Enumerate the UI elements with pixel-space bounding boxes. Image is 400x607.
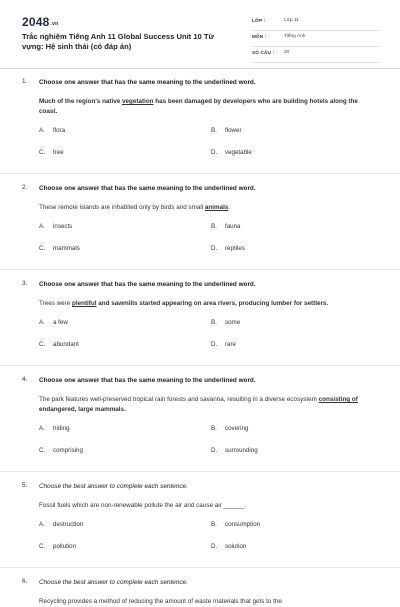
option-letter: B.	[211, 319, 217, 326]
document-meta	[252, 15, 380, 63]
meta-row-subject	[252, 31, 380, 47]
option-text: tree	[53, 149, 64, 156]
option-letter: D.	[211, 245, 218, 252]
option-letter: D.	[211, 543, 218, 550]
question-text	[39, 97, 374, 117]
option-d[interactable]	[211, 543, 246, 550]
option-c[interactable]	[39, 543, 76, 550]
meta-label: MÔN :	[252, 34, 267, 39]
option-text: consumption	[225, 521, 261, 528]
option-c[interactable]	[39, 341, 79, 348]
option-text: flower	[225, 127, 242, 134]
meta-row-count	[252, 47, 380, 63]
text-part: endangered, large mammals.	[39, 406, 126, 413]
option-text: surrounding	[225, 447, 258, 454]
question-separator	[0, 471, 400, 472]
option-letter: B.	[211, 521, 217, 528]
option-text: rare	[225, 341, 237, 348]
document-title: Trắc nghiệm Tiếng Anh 11 Global Success Unit 10 Từ vựng: Hệ sinh thái (có đáp án)	[22, 32, 215, 51]
option-letter: B.	[211, 127, 217, 134]
option-letter: A.	[39, 319, 45, 326]
text-part: and sawmills started appearing on area rivers, producing lumber for settlers.	[96, 300, 329, 307]
option-text: vegetable	[225, 149, 252, 156]
question-number: 1.	[22, 78, 28, 85]
option-text: comprising	[53, 447, 83, 454]
question-number: 4.	[22, 376, 28, 383]
option-d[interactable]	[211, 341, 236, 348]
underlined-word: plentiful	[72, 300, 97, 307]
option-letter: D.	[211, 447, 218, 454]
option-b[interactable]	[211, 127, 242, 134]
question-number: 6.	[22, 578, 28, 585]
header-divider	[0, 68, 400, 69]
option-text: pollution	[53, 543, 77, 550]
option-b[interactable]	[211, 223, 240, 230]
question-text	[39, 299, 374, 309]
question-text	[39, 395, 374, 415]
question-prompt: Choose the best answer to complete each sentence.	[39, 483, 188, 490]
option-text: destruction	[53, 521, 84, 528]
option-letter: C.	[39, 149, 46, 156]
option-text: covering	[225, 425, 249, 432]
option-c[interactable]	[39, 245, 80, 252]
answer-options	[39, 223, 374, 267]
underlined-word: animals	[204, 204, 229, 211]
question-prompt: Choose one answer that has the same meaning to the underlined word.	[39, 377, 256, 384]
question-prompt: Choose one answer that has the same meaning to the underlined word.	[39, 185, 256, 192]
text-part: has been damaged by developers who are building hotels along the coast.	[39, 98, 358, 115]
option-letter: A.	[39, 127, 45, 134]
answer-options	[39, 127, 374, 171]
option-b[interactable]	[211, 319, 240, 326]
site-logo[interactable]	[22, 15, 58, 29]
option-text: some	[225, 319, 241, 326]
option-letter: A.	[39, 223, 45, 230]
underlined-word: consisting of	[318, 396, 358, 403]
option-letter: A.	[39, 521, 45, 528]
text-part: The park features well-preserved tropical rain forests and savanna, resulting in a diverse ecosystem	[39, 396, 319, 403]
question-6	[0, 578, 400, 607]
option-text: mammals	[53, 245, 80, 252]
text-part: .	[228, 204, 231, 211]
option-text: abundant	[53, 341, 79, 348]
option-letter: C.	[39, 447, 46, 454]
question-separator	[0, 269, 400, 270]
option-a[interactable]	[39, 223, 72, 230]
text-part: Fossil fuels which are non-renewable pollute the air and cause air ______.	[39, 502, 247, 509]
option-letter: D.	[211, 341, 218, 348]
option-a[interactable]	[39, 521, 83, 528]
question-separator	[0, 365, 400, 366]
option-letter: B.	[211, 223, 217, 230]
option-a[interactable]	[39, 425, 70, 432]
question-list	[0, 78, 400, 607]
question-5	[0, 482, 400, 565]
option-letter: C.	[39, 245, 46, 252]
logo-tld: .vn	[50, 21, 59, 27]
meta-value: Tiếng Anh	[284, 34, 306, 39]
option-c[interactable]	[39, 149, 64, 156]
question-prompt: Choose the best answer to complete each sentence.	[39, 579, 188, 586]
meta-value: Lớp 11	[284, 18, 299, 23]
option-d[interactable]	[211, 245, 245, 252]
option-text: solution	[225, 543, 247, 550]
question-separator	[0, 567, 400, 568]
option-letter: B.	[211, 425, 217, 432]
option-letter: A.	[39, 425, 45, 432]
question-number: 2.	[22, 184, 28, 191]
question-number: 5.	[22, 482, 28, 489]
option-d[interactable]	[211, 149, 252, 156]
answer-options	[39, 521, 374, 565]
option-text: a few	[53, 319, 68, 326]
logo-text: 2048	[22, 15, 50, 29]
underlined-word: vegetation	[122, 98, 154, 105]
option-text: reptiles	[225, 245, 245, 252]
answer-options	[39, 425, 374, 469]
option-a[interactable]	[39, 127, 65, 134]
text-part: Much of the region's native	[39, 98, 123, 105]
option-d[interactable]	[211, 447, 258, 454]
option-text: hiding	[53, 425, 70, 432]
option-c[interactable]	[39, 447, 83, 454]
meta-label: LỚP :	[252, 18, 266, 23]
question-prompt: Choose one answer that has the same meaning to the underlined word.	[39, 281, 256, 288]
option-text: insects	[53, 223, 73, 230]
question-1	[0, 78, 400, 171]
option-text: flora	[53, 127, 66, 134]
question-separator	[0, 173, 400, 174]
question-3	[0, 280, 400, 363]
answer-options	[39, 319, 374, 363]
text-part: These remote islands are inhabited only by birds and small	[39, 204, 205, 211]
option-letter: D.	[211, 149, 218, 156]
question-text	[39, 501, 374, 511]
meta-label: SỐ CÂU :	[252, 50, 275, 55]
question-number: 3.	[22, 280, 28, 287]
question-prompt: Choose one answer that has the same meaning to the underlined word.	[39, 79, 256, 86]
question-text	[39, 597, 374, 607]
option-b[interactable]	[211, 521, 260, 528]
question-2	[0, 184, 400, 267]
option-letter: C.	[39, 543, 46, 550]
option-b[interactable]	[211, 425, 248, 432]
option-text: fauna	[225, 223, 241, 230]
meta-value: 20	[284, 50, 290, 55]
option-a[interactable]	[39, 319, 68, 326]
text-part: Recycling provides a method of reducing the amount of waste materials that gets to the	[39, 598, 282, 605]
text-part: Trees were	[39, 300, 73, 307]
question-4	[0, 376, 400, 469]
meta-row-class	[252, 15, 380, 31]
option-letter: C.	[39, 341, 46, 348]
document-header	[0, 0, 400, 68]
question-text	[39, 203, 374, 213]
